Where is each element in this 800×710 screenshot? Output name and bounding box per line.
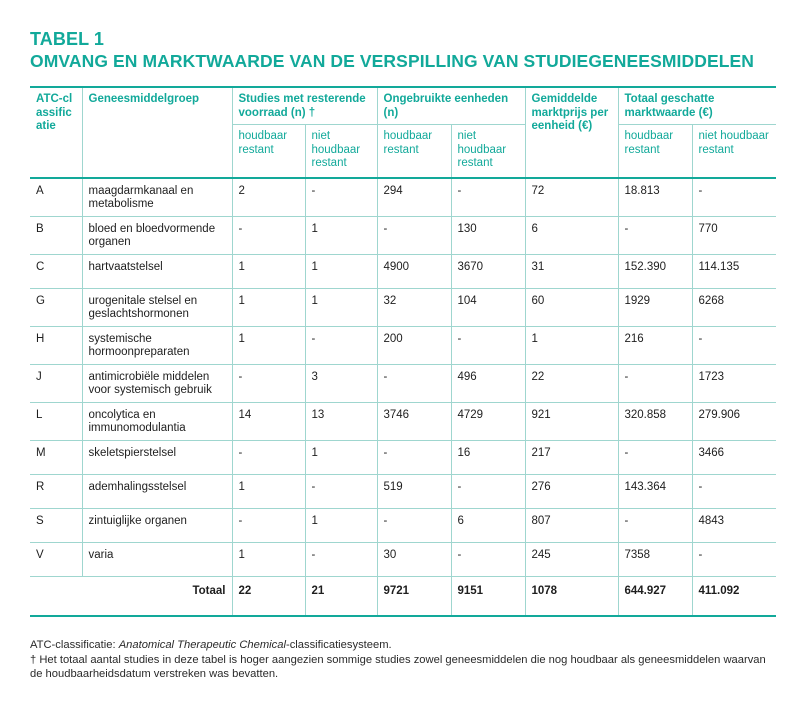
- cell-units-houdbaar: 200: [377, 326, 451, 364]
- cell-atc: V: [30, 542, 82, 576]
- cell-units-houdbaar: -: [377, 364, 451, 402]
- cell-value-niet: 279.906: [692, 402, 776, 440]
- subheader-value-niet: niet houdbaar restant: [692, 125, 776, 178]
- footnote-dagger: † Het totaal aantal studies in deze tabel is hoger aangezien sommige studies zowel geneesmiddelen die nog houdbaar als geneesmiddelen waarvan de houdbaarheidsdatum verstreken was bevatten.: [30, 653, 766, 680]
- cell-price: 1: [525, 326, 618, 364]
- cell-group: maagdarmkanaal en metabolisme: [82, 178, 232, 217]
- cell-units-houdbaar: 519: [377, 474, 451, 508]
- cell-studies-houdbaar: 1: [232, 542, 305, 576]
- cell-studies-niet: 1: [305, 508, 377, 542]
- footnotes: [30, 638, 780, 682]
- cell-price: 217: [525, 440, 618, 474]
- cell-price: 31: [525, 254, 618, 288]
- cell-units-houdbaar: 30: [377, 542, 451, 576]
- cell-price: 22: [525, 364, 618, 402]
- cell-units-niet: -: [451, 474, 525, 508]
- footnote-atc-italic: Anatomical Therapeutic Chemical: [118, 639, 286, 651]
- table-number: TABEL 1: [30, 29, 105, 49]
- table-row: [30, 474, 776, 508]
- cell-value-niet: 3466: [692, 440, 776, 474]
- cell-studies-houdbaar: -: [232, 216, 305, 254]
- cell-atc: B: [30, 216, 82, 254]
- table-title-block: [30, 28, 780, 72]
- header-group: Geneesmiddelgroep: [82, 87, 232, 178]
- cell-atc: C: [30, 254, 82, 288]
- total-value-niet: 411.092: [692, 576, 776, 616]
- footnote-atc-suffix: -classificatiesysteem.: [285, 639, 392, 651]
- cell-atc: L: [30, 402, 82, 440]
- cell-units-niet: 104: [451, 288, 525, 326]
- cell-atc: H: [30, 326, 82, 364]
- cell-price: 6: [525, 216, 618, 254]
- cell-price: 245: [525, 542, 618, 576]
- cell-atc: S: [30, 508, 82, 542]
- table-row: [30, 326, 776, 364]
- cell-units-houdbaar: 294: [377, 178, 451, 217]
- total-units-niet: 9151: [451, 576, 525, 616]
- cell-group: bloed en bloedvormende organen: [82, 216, 232, 254]
- cell-units-niet: 496: [451, 364, 525, 402]
- cell-value-houdbaar: 1929: [618, 288, 692, 326]
- cell-atc: A: [30, 178, 82, 217]
- table-row: [30, 542, 776, 576]
- cell-units-niet: -: [451, 178, 525, 217]
- cell-studies-niet: -: [305, 326, 377, 364]
- cell-studies-houdbaar: 1: [232, 254, 305, 288]
- cell-units-houdbaar: -: [377, 440, 451, 474]
- cell-atc: G: [30, 288, 82, 326]
- cell-value-houdbaar: 216: [618, 326, 692, 364]
- cell-group: ademhalingsstelsel: [82, 474, 232, 508]
- cell-studies-niet: 1: [305, 440, 377, 474]
- table-row: [30, 178, 776, 217]
- header-units: Ongebruikte eenheden (n): [377, 87, 525, 125]
- header-value: Totaal geschatte marktwaarde (€): [618, 87, 776, 125]
- cell-studies-niet: -: [305, 542, 377, 576]
- cell-value-houdbaar: 320.858: [618, 402, 692, 440]
- cell-value-niet: -: [692, 474, 776, 508]
- cell-units-houdbaar: 4900: [377, 254, 451, 288]
- cell-studies-houdbaar: 1: [232, 474, 305, 508]
- cell-value-niet: -: [692, 326, 776, 364]
- cell-units-niet: -: [451, 542, 525, 576]
- table-row: [30, 364, 776, 402]
- subheader-value-houdbaar: houdbaar restant: [618, 125, 692, 178]
- total-studies-niet: 21: [305, 576, 377, 616]
- table-row: [30, 508, 776, 542]
- cell-studies-houdbaar: -: [232, 440, 305, 474]
- cell-units-niet: 130: [451, 216, 525, 254]
- cell-price: 276: [525, 474, 618, 508]
- cell-price: 921: [525, 402, 618, 440]
- cell-group: hartvaatstelsel: [82, 254, 232, 288]
- cell-value-houdbaar: 152.390: [618, 254, 692, 288]
- subheader-studies-houdbaar: houdbaar restant: [232, 125, 305, 178]
- cell-group: zintuiglijke organen: [82, 508, 232, 542]
- header-studies: Studies met resterende voorraad (n) †: [232, 87, 377, 125]
- total-value-houdbaar: 644.927: [618, 576, 692, 616]
- header-atc: ATC-classificatie: [30, 87, 82, 178]
- cell-studies-niet: 1: [305, 288, 377, 326]
- data-table-wrapper: [30, 86, 776, 617]
- footnote-atc: [30, 638, 780, 653]
- cell-studies-houdbaar: 1: [232, 326, 305, 364]
- cell-value-niet: -: [692, 542, 776, 576]
- cell-units-niet: 16: [451, 440, 525, 474]
- cell-value-houdbaar: -: [618, 364, 692, 402]
- cell-value-houdbaar: -: [618, 508, 692, 542]
- cell-group: urogenitale stelsel en geslachtshormonen: [82, 288, 232, 326]
- cell-units-houdbaar: -: [377, 216, 451, 254]
- cell-units-niet: 4729: [451, 402, 525, 440]
- table-row: [30, 216, 776, 254]
- cell-studies-niet: 13: [305, 402, 377, 440]
- cell-value-niet: 770: [692, 216, 776, 254]
- cell-studies-houdbaar: 2: [232, 178, 305, 217]
- table-title: OMVANG EN MARKTWAARDE VAN DE VERSPILLING VAN STUDIEGENEESMIDDELEN: [30, 51, 755, 71]
- cell-studies-houdbaar: 14: [232, 402, 305, 440]
- cell-value-houdbaar: 143.364: [618, 474, 692, 508]
- cell-group: varia: [82, 542, 232, 576]
- cell-value-houdbaar: -: [618, 440, 692, 474]
- cell-studies-niet: 1: [305, 216, 377, 254]
- cell-value-niet: 6268: [692, 288, 776, 326]
- table-row: [30, 254, 776, 288]
- cell-studies-houdbaar: -: [232, 508, 305, 542]
- cell-value-niet: 1723: [692, 364, 776, 402]
- total-label: Totaal: [30, 576, 232, 616]
- cell-value-houdbaar: -: [618, 216, 692, 254]
- cell-studies-niet: -: [305, 178, 377, 217]
- cell-units-niet: 3670: [451, 254, 525, 288]
- cell-price: 72: [525, 178, 618, 217]
- cell-studies-houdbaar: -: [232, 364, 305, 402]
- cell-units-houdbaar: 3746: [377, 402, 451, 440]
- total-studies-houdbaar: 22: [232, 576, 305, 616]
- cell-value-niet: 114.135: [692, 254, 776, 288]
- total-price: 1078: [525, 576, 618, 616]
- subheader-units-houdbaar: houdbaar restant: [377, 125, 451, 178]
- cell-studies-niet: 3: [305, 364, 377, 402]
- cell-value-niet: -: [692, 178, 776, 217]
- cell-group: skeletspierstelsel: [82, 440, 232, 474]
- cell-units-niet: -: [451, 326, 525, 364]
- total-row: [30, 576, 776, 616]
- cell-price: 807: [525, 508, 618, 542]
- cell-atc: R: [30, 474, 82, 508]
- header-row-main: [30, 87, 776, 125]
- table-row: [30, 402, 776, 440]
- cell-atc: M: [30, 440, 82, 474]
- cell-studies-houdbaar: 1: [232, 288, 305, 326]
- data-table: [30, 86, 776, 617]
- footnote-atc-prefix: ATC-classificatie:: [30, 639, 119, 651]
- cell-value-niet: 4843: [692, 508, 776, 542]
- table-row: [30, 440, 776, 474]
- subheader-units-niet: niet houdbaar restant: [451, 125, 525, 178]
- cell-units-houdbaar: 32: [377, 288, 451, 326]
- cell-group: oncolytica en immunomodulantia: [82, 402, 232, 440]
- cell-price: 60: [525, 288, 618, 326]
- cell-studies-niet: -: [305, 474, 377, 508]
- cell-value-houdbaar: 18.813: [618, 178, 692, 217]
- cell-studies-niet: 1: [305, 254, 377, 288]
- total-units-houdbaar: 9721: [377, 576, 451, 616]
- subheader-studies-niet: niet houdbaar restant: [305, 125, 377, 178]
- cell-group: antimicrobiële middelen voor systemisch gebruik: [82, 364, 232, 402]
- cell-group: systemische hormoonpreparaten: [82, 326, 232, 364]
- cell-units-houdbaar: -: [377, 508, 451, 542]
- table-row: [30, 288, 776, 326]
- cell-atc: J: [30, 364, 82, 402]
- header-price: Gemiddelde marktprijs per eenheid (€): [525, 87, 618, 178]
- cell-units-niet: 6: [451, 508, 525, 542]
- cell-value-houdbaar: 7358: [618, 542, 692, 576]
